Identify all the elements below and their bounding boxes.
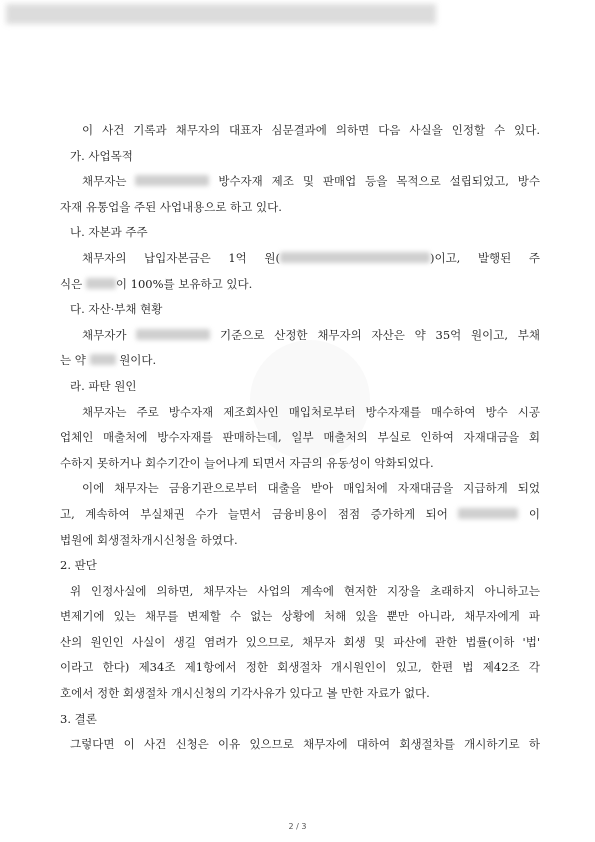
redacted-filing-date — [458, 508, 518, 519]
section-assets-heading: 다. 자산·부채 현황 — [70, 302, 163, 317]
document-body — [60, 118, 540, 758]
section-capital-heading: 나. 자본과 주주 — [70, 225, 148, 240]
business-purpose-line-2: 자재 유통업을 주된 사업내용으로 하고 있다. — [60, 199, 282, 214]
failure-cause-line-3: 수하지 못하거나 회수기간이 늘어나게 되면서 자금의 유동성이 악화되었다. — [60, 455, 434, 470]
section-judgment-heading: 2. 판단 — [60, 558, 97, 573]
redacted-debt-amount — [90, 354, 116, 365]
failure-cause-line-2: 업체인 매출처에 방수자재를 판매하는데, 일부 매출처의 부실로 인하여 자재대금을 회 — [60, 430, 540, 445]
section-business-purpose-heading: 가. 사업목적 — [70, 148, 133, 163]
failure-cause-line-5: 고, 계속하여 부실채권 수가 늘면서 금융비용이 점점 증가하게 되어 이 — [60, 506, 540, 521]
section-failure-cause-heading: 라. 파탄 원인 — [70, 378, 137, 393]
redacted-capital-detail — [280, 252, 430, 263]
failure-cause-line-6: 법원에 회생절차개시신청을 하였다. — [60, 532, 238, 547]
judgment-line-2: 변제기에 있는 채무를 변제할 수 없는 상황에 처해 있을 뿐만 아니라, 채무자에게 파 — [60, 609, 540, 624]
judgment-line-1: 위 인정사실에 의하면, 채무자는 사업의 계속에 현저한 지장을 초래하지 아니하고는 — [70, 583, 540, 598]
page-number: 2 / 3 — [288, 822, 307, 831]
capital-line-2: 식은 이 100%를 보유하고 있다. — [60, 276, 253, 291]
assets-line-1: 채무자가 기준으로 산정한 채무자의 자산은 약 35억 원이고, 부채 — [82, 327, 541, 342]
conclusion-line-1: 그렇다면 이 사건 신청은 이유 있으므로 채무자에 대하여 회생절차를 개시하기로 하 — [70, 737, 540, 752]
judgment-line-4: 이라고 한다) 제34조 제1항에서 정한 회생절차 개시원인이 있고, 한편 법 제42조 각 — [60, 660, 540, 675]
section-conclusion-heading: 3. 결론 — [60, 711, 97, 726]
redacted-shareholder — [86, 278, 116, 289]
failure-cause-line-1: 채무자는 주로 방수자재 제조회사인 매입처로부터 방수자재를 매수하여 방수 시공 — [82, 404, 540, 419]
intro-line: 이 사건 기록과 채무자의 대표자 심문결과에 의하면 다음 사실을 인정할 수 있다. — [82, 123, 540, 137]
redacted-company-name — [135, 175, 209, 186]
redacted-header — [6, 4, 436, 24]
assets-line-2: 는 약 원이다. — [60, 353, 157, 368]
redacted-date — [136, 329, 210, 340]
failure-cause-line-4: 이에 채무자는 금융기관으로부터 대출을 받아 매입처에 자재대금을 지급하게 되었 — [82, 481, 540, 496]
business-purpose-line-1: 채무자는 방수자재 제조 및 판매업 등을 목적으로 설립되었고, 방수 — [82, 174, 541, 189]
capital-line-1: 채무자의 납입자본금은 1억 원( )이고, 발행된 주 — [82, 250, 541, 265]
judgment-line-3: 산의 원인인 사실이 생길 염려가 있으므로, 채무자 회생 및 파산에 관한 법률(이하 '법' — [60, 634, 540, 649]
judgment-line-5: 호에서 정한 회생절차 개시신청의 기각사유가 있다고 볼 만한 자료가 없다. — [60, 686, 430, 701]
